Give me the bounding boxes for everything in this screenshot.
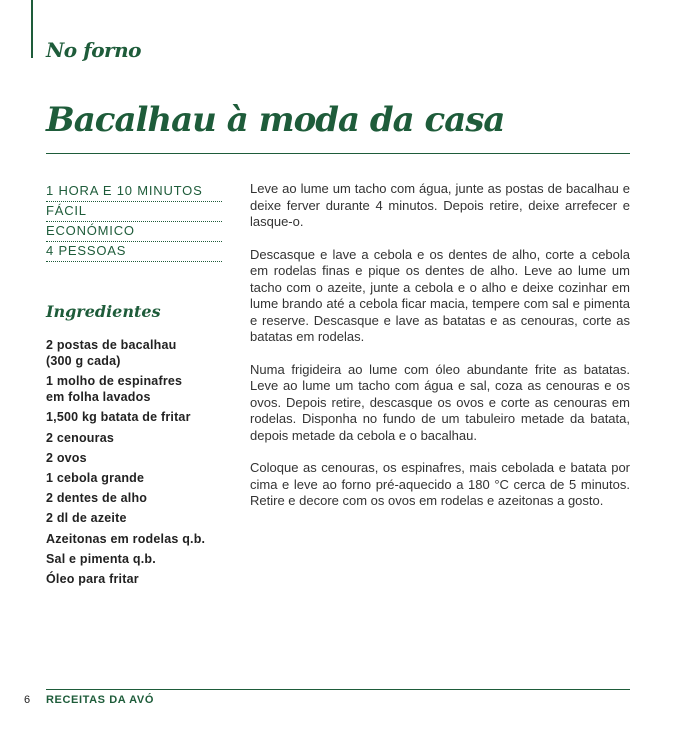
page-number: 6 bbox=[24, 694, 31, 706]
ingredients-heading: Ingredientes bbox=[46, 302, 161, 321]
step-paragraph: Leve ao lume um tacho com água, junte as postas de bacalhau e deixe ferver durante 4 minutos. Depois retire, deixe arrefecer e lasque-o. bbox=[250, 181, 630, 229]
ingredient-item: Azeitonas em rodelas q.b. bbox=[46, 531, 206, 546]
section-heading: No forno bbox=[46, 38, 141, 62]
preparation-steps bbox=[250, 181, 630, 526]
section-marker-bar bbox=[31, 0, 33, 58]
recipe-title: Bacalhau à moda da casa bbox=[46, 100, 505, 140]
meta-servings: 4 PESSOAS bbox=[46, 242, 222, 262]
ingredient-item: 2 cenouras bbox=[46, 430, 115, 445]
ingredient-item: Óleo para fritar bbox=[46, 571, 139, 586]
meta-cost: ECONÓMICO bbox=[46, 222, 222, 242]
ingredient-item: em folha lavados bbox=[46, 390, 151, 405]
ingredient-item: Sal e pimenta q.b. bbox=[46, 551, 156, 566]
title-divider bbox=[46, 153, 630, 154]
step-paragraph: Numa frigideira ao lume com óleo abundante frite as batatas. Leve ao lume um tacho com água e sal, coza as cenouras e os ovos. Depois retire, descasque os ovos e corte as cenouras em rodelas. Disponha no fundo de um tabuleiro metade da batata, depois metade da cebola e o bacalhau. bbox=[250, 361, 630, 443]
ingredient-item: 1 cebola grande bbox=[46, 470, 145, 485]
ingredient-item: 2 ovos bbox=[46, 450, 87, 465]
ingredient-item: 2 dl de azeite bbox=[46, 511, 127, 526]
meta-duration: 1 HORA E 10 MINUTOS bbox=[46, 182, 222, 202]
meta-difficulty: FÁCIL bbox=[46, 202, 222, 222]
ingredient-item: 1,500 kg batata de fritar bbox=[46, 410, 191, 425]
ingredient-item: 2 postas de bacalhau bbox=[46, 338, 177, 352]
ingredient-item: 1 molho de espinafres bbox=[46, 374, 183, 389]
ingredient-item: (300 g cada) bbox=[46, 354, 121, 368]
recipe-meta bbox=[46, 182, 222, 262]
footer-book-title: RECEITAS DA AVÓ bbox=[46, 694, 155, 706]
ingredients-list bbox=[46, 337, 236, 591]
footer-divider bbox=[46, 689, 630, 690]
step-paragraph: Descasque e lave a cebola e os dentes de alho, corte a cebola em rodelas finas e pique os dentes de alho. Leve ao lume um tacho com o azeite, junte a cebola e o alho e deixe cozinhar em lume brando até a cebola ficar macia, tempere com sal e pimenta e reserve. Descasque e lave as batatas e as cenouras, corte as batatas em rodelas. bbox=[250, 246, 630, 344]
step-paragraph: Coloque as cenouras, os espinafres, mais cebolada e batata por cima e leve ao forno pré-aquecido a 180 °C cerca de 5 minutos. Retire e decore com os ovos em rodelas e azeitonas a gosto. bbox=[250, 460, 630, 508]
ingredient-item: 2 dentes de alho bbox=[46, 491, 148, 506]
